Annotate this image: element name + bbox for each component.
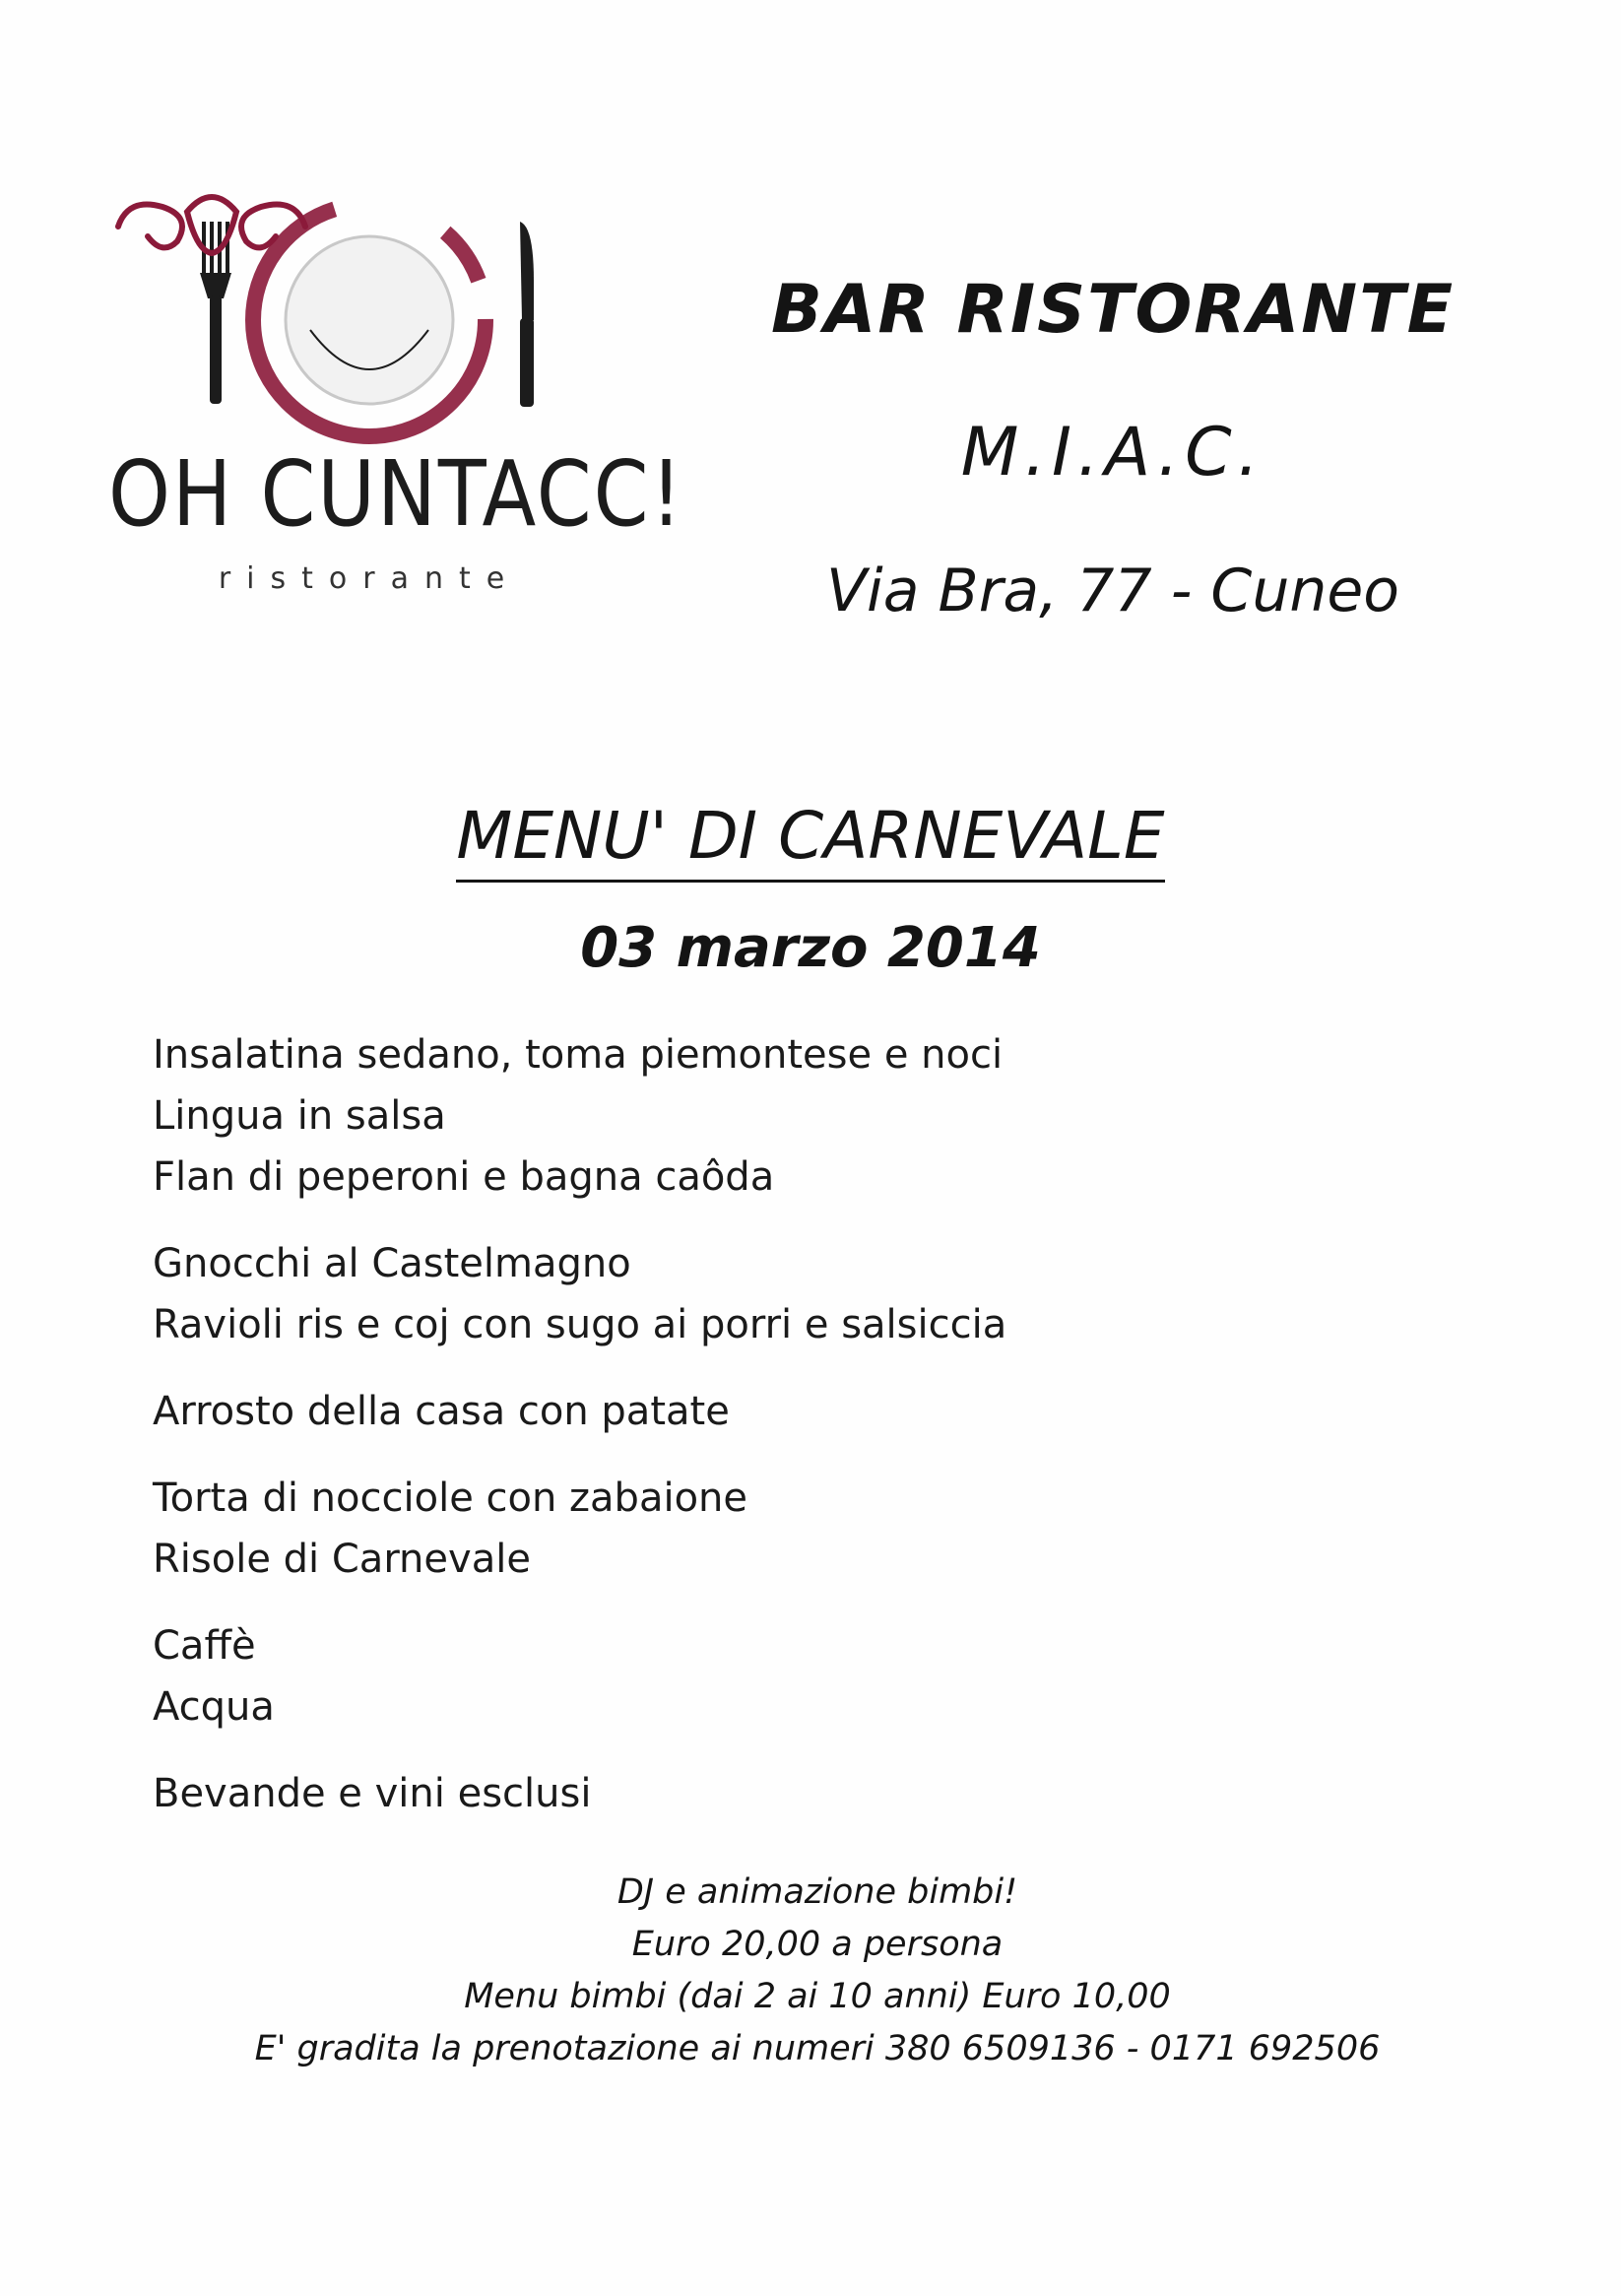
course-antipasti: [153, 1024, 1433, 1208]
menu-title: [295, 798, 1326, 874]
course-note: [153, 1763, 1433, 1824]
footer-booking: E' gradita la prenotazione ai numeri 380 6509136 - 0171 692506: [254, 2029, 1381, 2068]
flourish-icon: [108, 182, 315, 261]
dish-item: Lingua in salsa: [153, 1093, 446, 1139]
restaurant-logo: [108, 182, 684, 694]
menu-date: 03 marzo 2014: [580, 916, 1041, 980]
dish-item: Bevande e vini esclusi: [153, 1771, 592, 1816]
course-bevande: [153, 1615, 1433, 1738]
course-dolci: [153, 1468, 1433, 1590]
dish-item: Ravioli ris e coj con sugo ai porri e salsiccia: [153, 1302, 1007, 1347]
footer-info: [118, 1867, 1517, 2075]
menu-title-text: MENU' DI CARNEVALE: [456, 798, 1164, 883]
dish-item: Flan di peperoni e bagna caôda: [153, 1154, 775, 1200]
dish-item: Gnocchi al Castelmagno: [153, 1241, 631, 1286]
footer-kids-price: Menu bimbi (dai 2 ai 10 anni) Euro 10,00: [464, 1977, 1171, 2016]
header-business-name: M.I.A.C.: [960, 414, 1265, 492]
dish-item: Acqua: [153, 1684, 275, 1730]
dish-item: Risole di Carnevale: [153, 1537, 531, 1582]
dish-item: Torta di nocciole con zabaione: [153, 1476, 748, 1521]
footer-entertainment: DJ e animazione bimbi!: [616, 1872, 1018, 1912]
knife-icon: [520, 222, 534, 407]
course-primi: [153, 1233, 1433, 1355]
header-business-type: BAR RISTORANTE: [770, 271, 1456, 349]
menu-list: [153, 1024, 1433, 1850]
header-address: Via Bra, 77 - Cuneo: [825, 557, 1399, 625]
dish-item: Caffè: [153, 1623, 256, 1669]
logo-subtitle: ristorante: [218, 561, 521, 596]
course-secondi: [153, 1381, 1433, 1442]
logo-name: OH CUNTACC!: [108, 441, 684, 547]
footer-price: Euro 20,00 a persona: [631, 1925, 1004, 1964]
dish-item: Arrosto della casa con patate: [153, 1389, 730, 1434]
dish-item: Insalatina sedano, toma piemontese e noci: [153, 1032, 1004, 1078]
